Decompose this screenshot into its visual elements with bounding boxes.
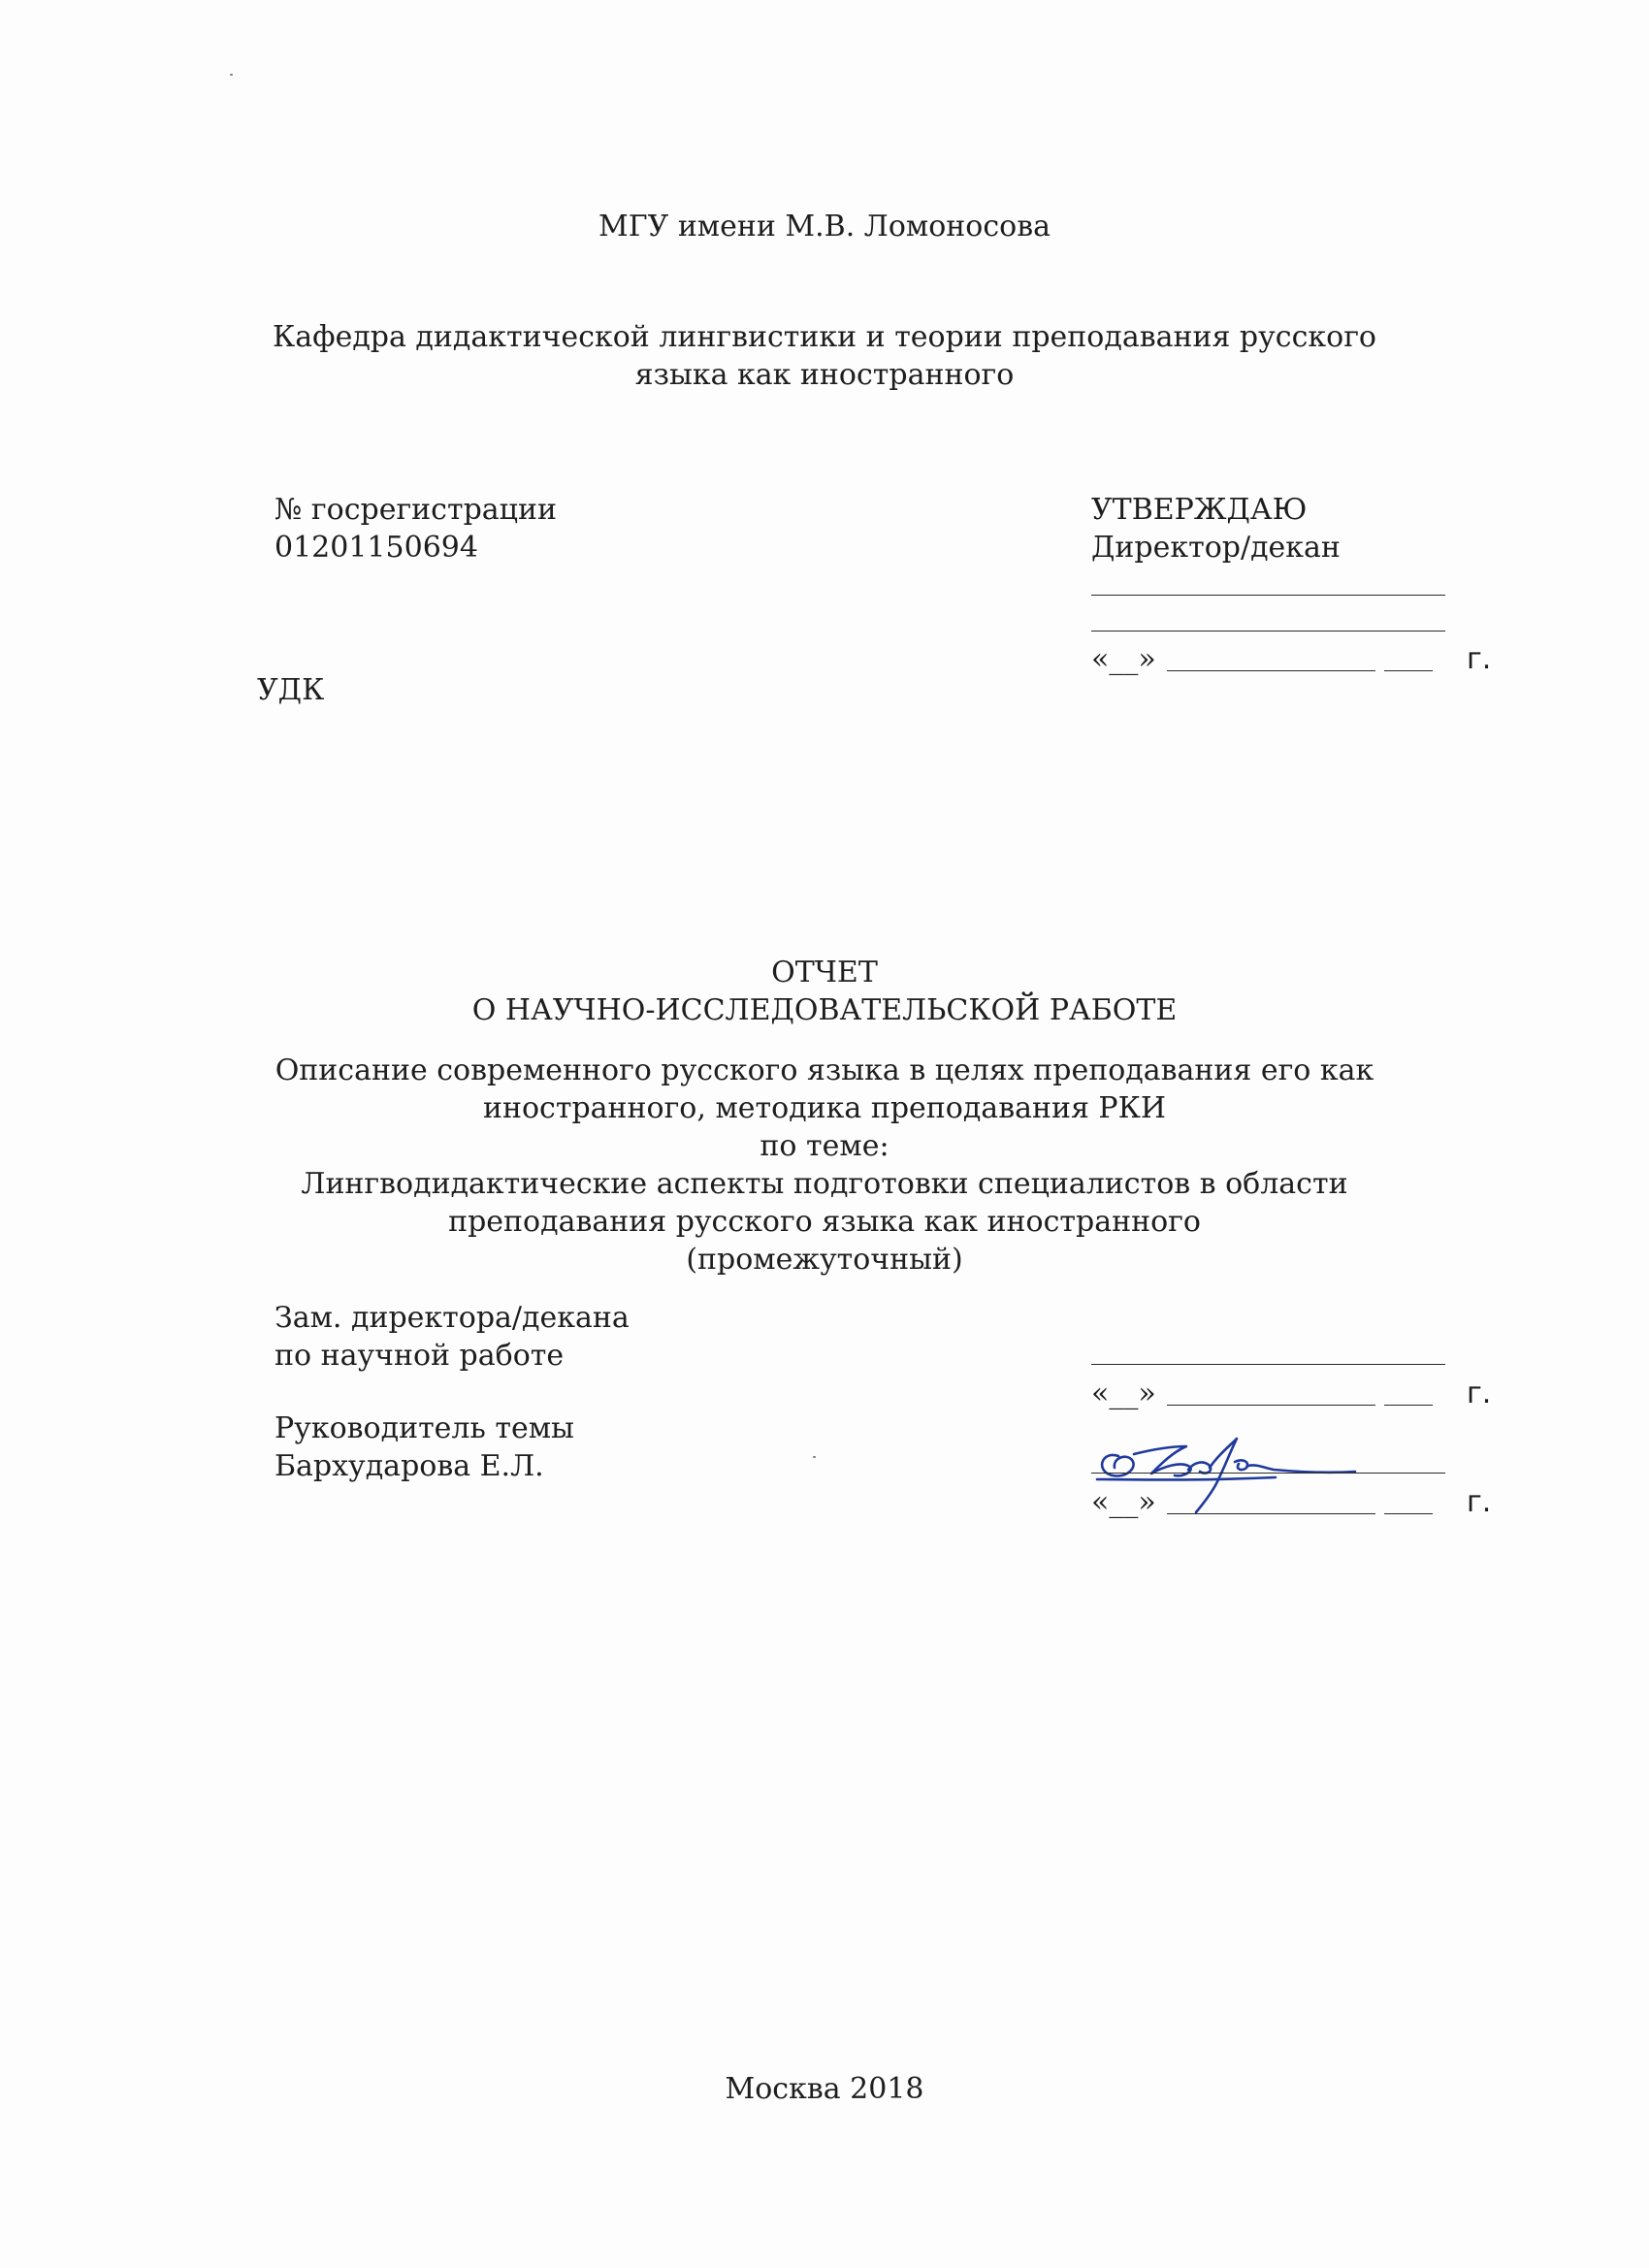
udk-label: УДК [257,673,325,707]
report-topic-line-2: преподавания русского языка как иностранного [448,1205,1201,1239]
supervisor-year-suffix: г. [1467,1485,1492,1519]
deputy-date-line [1091,1375,1499,1412]
report-title: ОТЧЕТ [771,956,878,989]
supervisor-year-line [1384,1513,1433,1514]
report-topic-label: по теме: [760,1129,889,1163]
deputy-month-line [1167,1405,1375,1406]
report-stage: (промежуточный) [686,1243,963,1277]
deputy-year-line [1384,1405,1433,1406]
city-year: Москва 2018 [725,2072,924,2106]
supervisor-date-line [1091,1483,1499,1521]
approval-signature-line [1091,595,1445,596]
university-name: МГУ имени М.В. Ломоносова [598,210,1051,243]
deputy-title-line-2: по научной работе [275,1339,565,1373]
supervisor-month-line [1167,1513,1375,1514]
approval-heading: УТВЕРЖДАЮ [1091,493,1308,527]
report-topic-line-1: Лингводидактические аспекты подготовки специалистов в области [301,1167,1348,1201]
department-line-1: Кафедра дидактической лингвистики и теории преподавания русского [273,320,1376,354]
scan-speck [813,1456,816,1458]
approval-year-suffix: г. [1467,642,1492,676]
report-description-line-1: Описание современного русского языка в целях преподавания его как [275,1053,1374,1087]
deputy-year-suffix: г. [1467,1377,1492,1410]
deputy-title-line-1: Зам. директора/декана [275,1301,630,1335]
approval-role: Директор/декан [1091,531,1341,565]
approval-date-quotes: «__» [1091,642,1156,676]
registration-number: 01201150694 [275,531,478,565]
department-line-2: языка как иностранного [634,358,1015,392]
supervisor-signature-line [1091,1473,1445,1474]
report-subtitle: О НАУЧНО-ИССЛЕДОВАТЕЛЬСКОЙ РАБОТЕ [471,993,1178,1027]
report-description-line-2: иностранного, методика преподавания РКИ [483,1091,1166,1125]
deputy-signature-line [1091,1364,1445,1365]
approval-month-line [1167,670,1375,671]
registration-label: № госрегистрации [275,493,557,527]
scan-speck [230,74,233,76]
deputy-date-quotes: «__» [1091,1377,1156,1410]
supervisor-date-quotes: «__» [1091,1485,1156,1519]
approval-year-line [1384,670,1433,671]
supervisor-title: Руководитель темы [275,1411,574,1445]
approval-date-line [1091,640,1499,678]
approval-name-line [1091,631,1445,632]
supervisor-name: Бархударова Е.Л. [275,1449,544,1483]
